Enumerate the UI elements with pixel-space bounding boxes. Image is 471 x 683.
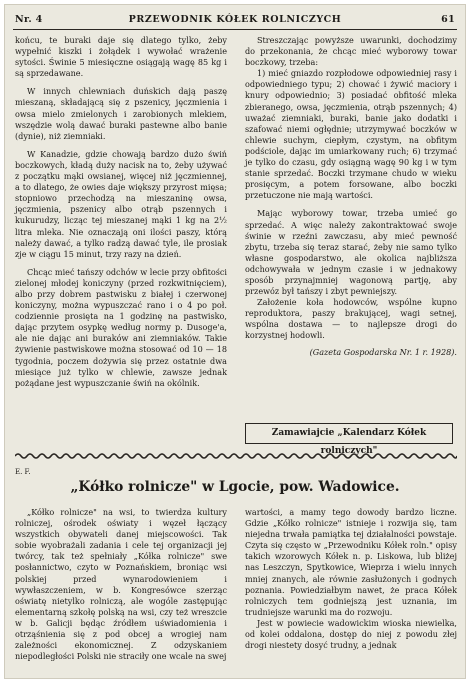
paragraph: 1) mieć gniazdo rozpłodowe odpowiedniej rasy i odpowiedniego typu; 2) chować i żywić maciory i knury odpowiednio; 3) posiadać obfitość mleka zbieranego, owsa, jęczmienia, otrąb pszennych; 4) uważać ziemniaki, buraki, banie jako dodatki i szafować niemi ogłędnie; utrzymywać boczków w chlewie suchym, ciepłym, czystym, na obfitym podściole, dając im umiarkowany ruch; 6) trzymać je tylko do czasu, gdy osiągną wagę 90 kg i w tym stanie sprzedać. Boczki trzymane chudo w wieku prosięcym, a potem forsowane, albo boczki przetuczone nie mają wartości. <box>245 68 457 201</box>
paragraph: Streszczając powyższe uwarunki, dochodzimy do przekonania, że chcąc mieć wyborowy towar boczkowy, trzeba: <box>245 35 457 68</box>
paragraph: „Kółko rolnicze" na wsi, to twierdza kultury rolniczej, ośrodek oświaty i węzeł łączący wszystkich obywateli danej miejscowości. Tak sobie wyobrażali zadania i cele tej organizacji jej twórcy, tak też spełniały „Kółka rolnicze" swe posłannictwo, czyto w Poznańskiem, broniąc wsi polskiej przed wynarodowieniem i wywłaszczeniem, w b. Kongresówce szerząc oświatę nietylko rolniczą, ale wogóle zastępując elementarną szkołę polską na wsi, czy też wreszcie w b. Galicji będąc źródłem uświadomienia i otrząśnienia się z pod obcej a wrogiej nam zależności ekonomicznej. Z odzyskaniem niepodległości Polski nie straciły one wcale na swej <box>15 507 227 662</box>
article-title: „Kółko rolnicze" w Lgocie, pow. Wadowice. <box>70 479 400 495</box>
paragraph: Jest w powiecie wadowickim wioska niewielka, od kolei oddalona, dostęp do niej z powodu złej drogi niestety dosyć trudny, a jednak <box>245 617 457 651</box>
journal-title: PRZEWODNIK KÓŁEK ROLNICZYCH <box>128 14 342 25</box>
paragraph: wartości, a mamy tego dowody bardzo liczne. Gdzie „Kółko rolnicze" istnieje i rozwija się, tam niejedna trwała pamiątka tej działalności powstaje. Czyta się często w „Przewodniku Kółek roln." opisy takich wzorowych Kółek n. p. Liskowa, lub bliżej nas Leszczyn, Spytkowice, Wieprza i wielu innych mniej znanych, ale równie zasłużonych i godnych poznania. Powiedziałbym nawet, że praca Kółek rolniczych tem godniejszą jest uznania, im trudniejsze warunki ma do rozwoju. <box>245 507 457 617</box>
advertisement-box: Zamawiajcie „Kalendarz Kółek rolniczych" <box>245 423 453 444</box>
article-right-column <box>245 507 457 651</box>
paragraph: Chcąc mieć tańszy odchów w lecie przy obfitości zielonej młodej koniczyny (przed rozkwitnięciem), albo przy dobrem pastwisku z białej i czerwonej koniczyny, można wypuszczać rano i o 4 po poł. codziennie prosięta na 1 godzinę na pastwisko, dając przytem osypkę według normy p. Dusoge'a, ale nie dając ani buraków ani ziemniaków. Takie żywienie pastwiskowe można stosować od 10 — 18 tygodnia, poczem dożywia się przez ostatnie dwa miesiące już tylko w chlewie, zawsze jednak pożądane jest wypuszczanie świń na okólnik. <box>15 266 227 388</box>
paragraph: W innych chlewniach duńskich dają paszę mieszaną, składającą się z pszenicy, jęczmienia i owsa mielo zmielonych i zarobionych mlekiem, wszędzie wolą dawać buraki pastewne albo banie (dynie), niż ziemniaki. <box>15 86 227 141</box>
paragraph: W Kanadzie, gdzie chowają bardzo dużo świń boczkowych, kładą duży nacisk na to, żeby używać z początku mąki owsianej, więcej niż jęczmiennej, a to dlatego, że owies daje większy przyrost mięsa; stopniowo przechodzą na mieszaninę owsa, jęczmienia, pszenicy albo otrąb pszennych i kukurudzy, licząc tej mieszanej mąki 1 kg na 2½ litra mleka. Nie oznaczają oni ilości paszy, którą należy dawać, a tylko radzą dawać tyle, ile prosiak zje w ciągu 15 minut, trzy razy na dzień. <box>15 148 227 259</box>
source-citation: (Gazeta Gospodarska Nr. 1 r. 1928). <box>309 346 457 357</box>
document-page <box>4 4 466 679</box>
wavy-divider <box>15 451 457 461</box>
paragraph: końcu, te buraki daje się dlatego tylko, żeby wypełnić kiszki i żołądek i wywołać wrażenie sytości. Świnie 5 miesięczne osiągają wagę 85 kg i są sprzedawane. <box>15 35 227 79</box>
right-column <box>245 35 457 358</box>
article-left-column <box>15 507 227 662</box>
page-number: 61 <box>441 14 455 25</box>
issue-number: Nr. 4 <box>15 14 43 25</box>
running-header <box>13 13 457 30</box>
paragraph: Założenie koła hodowców, wspólne kupno reproduktora, paszy brakującej, wagi setnej, wspólna dostawa — to najlepsze drogi do korzystnej hodowli. <box>245 297 457 341</box>
paragraph: Mając wyborowy towar, trzeba umieć go sprzedać. A więc należy zakontraktować swoje świnie w rzeźni zawczasu, aby mieć pewność zbytu, trzeba się teraz starać, żeby nie samo tylko własne gospodarstwo, ale okolica najbliższa odchowywała w jednym czasie i w jednakowy sposób przynajmniej wagonową partję, aby przewóz był tańszy i zbyt pewniejszy. <box>245 208 457 297</box>
article-author: E. F. <box>15 468 31 476</box>
left-column <box>15 35 227 389</box>
